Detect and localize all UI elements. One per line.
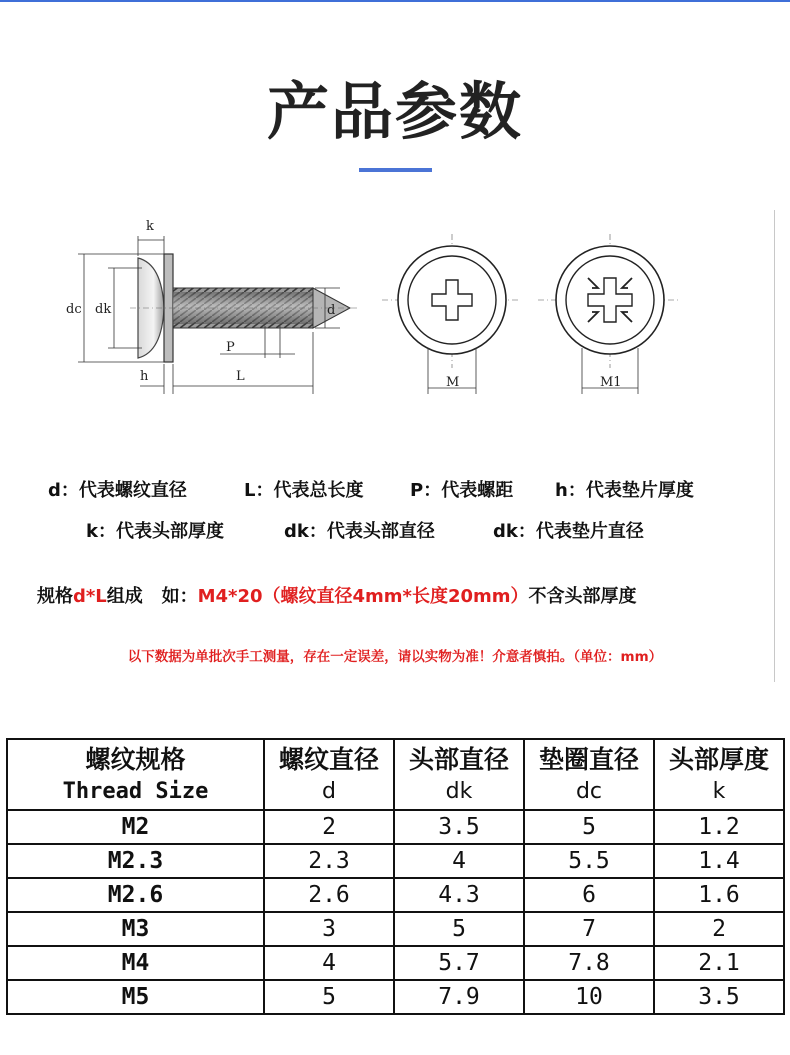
table-cell: 2 [654, 912, 784, 946]
table-cell: 5.7 [394, 946, 524, 980]
table-cell: 2.6 [264, 878, 394, 912]
table-cell: 2 [264, 810, 394, 844]
spec-table [6, 738, 785, 1015]
legend-d: d：代表螺纹直径 [48, 480, 187, 501]
phillips-head-top-view [382, 234, 518, 394]
table-cell: 7.8 [524, 946, 654, 980]
table-body [7, 810, 784, 1014]
table-cell: 7.9 [394, 980, 524, 1014]
table-cell: 4 [264, 946, 394, 980]
table-header-cell [7, 739, 264, 810]
label-k: k [146, 219, 154, 234]
label-dk: dk [95, 302, 112, 317]
table-cell: 10 [524, 980, 654, 1014]
table-cell: 5 [264, 980, 394, 1014]
table-header-cell [654, 739, 784, 810]
table-row [7, 810, 784, 844]
legend-p: P：代表螺距 [410, 480, 514, 501]
table-header-row [7, 739, 784, 810]
table-cell: 1.4 [654, 844, 784, 878]
header-cn-label: 螺纹规格 [85, 744, 186, 774]
screw-dimension-diagram [60, 208, 700, 408]
measurement-notice: 以下数据为单批次手工测量，存在一定误差，请以实物为准！介意者慎拍。（单位：mm） [127, 649, 663, 665]
header-en-label: dc [575, 778, 603, 804]
label-m1: M1 [600, 375, 622, 390]
spec-composition [37, 582, 637, 608]
legend-dk-washer: dk：代表垫片直径 [493, 521, 644, 542]
table-cell: 3.5 [654, 980, 784, 1014]
header-cn-label: 头部厚度 [668, 744, 769, 774]
header-en-label: d [322, 778, 336, 804]
spec-note: 不含头部厚度 [528, 586, 637, 607]
header-en-label: dk [445, 778, 473, 804]
table-row [7, 980, 784, 1014]
table-cell: 2.1 [654, 946, 784, 980]
thread-size-cell: M2.6 [7, 878, 264, 912]
legend-h: h：代表垫片厚度 [555, 480, 694, 501]
table-cell: 1.2 [654, 810, 784, 844]
spec-example: M4*20（螺纹直径4mm*长度20mm） [197, 586, 529, 607]
header-cn-label: 头部直径 [408, 744, 509, 774]
thread-size-cell: M5 [7, 980, 264, 1014]
thread-size-cell: M2.3 [7, 844, 264, 878]
label-m: M [446, 375, 460, 390]
thread-size-cell: M2 [7, 810, 264, 844]
thread-size-cell: M3 [7, 912, 264, 946]
label-p: P [226, 340, 235, 355]
table-cell: 2.3 [264, 844, 394, 878]
table-cell: 4 [394, 844, 524, 878]
title-underline [359, 168, 432, 172]
table-row [7, 912, 784, 946]
table-cell: 1.6 [654, 878, 784, 912]
table-cell: 4.3 [394, 878, 524, 912]
table-header-cell [524, 739, 654, 810]
pozi-head-top-view [538, 234, 680, 394]
top-accent-line [0, 0, 790, 2]
table-cell: 6 [524, 878, 654, 912]
spec-formula: d*L [73, 586, 107, 607]
table-cell: 3.5 [394, 810, 524, 844]
header-cn-label: 垫圈直径 [538, 744, 639, 774]
label-h: h [140, 369, 149, 384]
spec-suffix: 组成 如： [106, 586, 198, 607]
label-d: d [327, 303, 336, 318]
label-dc: dc [66, 302, 82, 317]
spec-prefix: 规格 [37, 586, 73, 607]
legend-dk-head: dk：代表头部直径 [284, 521, 435, 542]
label-l: L [236, 369, 245, 384]
table-row [7, 946, 784, 980]
page-title: 产品参数 [266, 75, 523, 148]
legend-k: k：代表头部厚度 [86, 521, 224, 542]
right-divider [774, 210, 775, 682]
table-cell: 5 [524, 810, 654, 844]
table-header-cell [394, 739, 524, 810]
table-cell: 7 [524, 912, 654, 946]
table-row [7, 844, 784, 878]
screw-side-view [130, 254, 360, 362]
table-cell: 5.5 [524, 844, 654, 878]
legend-l: L：代表总长度 [244, 480, 364, 501]
table-row [7, 878, 784, 912]
table-header-cell [264, 739, 394, 810]
table-cell: 3 [264, 912, 394, 946]
thread-size-cell: M4 [7, 946, 264, 980]
table-cell: 5 [394, 912, 524, 946]
header-en-label: k [712, 778, 726, 804]
header-en-label: Thread Size [62, 778, 209, 804]
header-cn-label: 螺纹直径 [278, 744, 379, 774]
